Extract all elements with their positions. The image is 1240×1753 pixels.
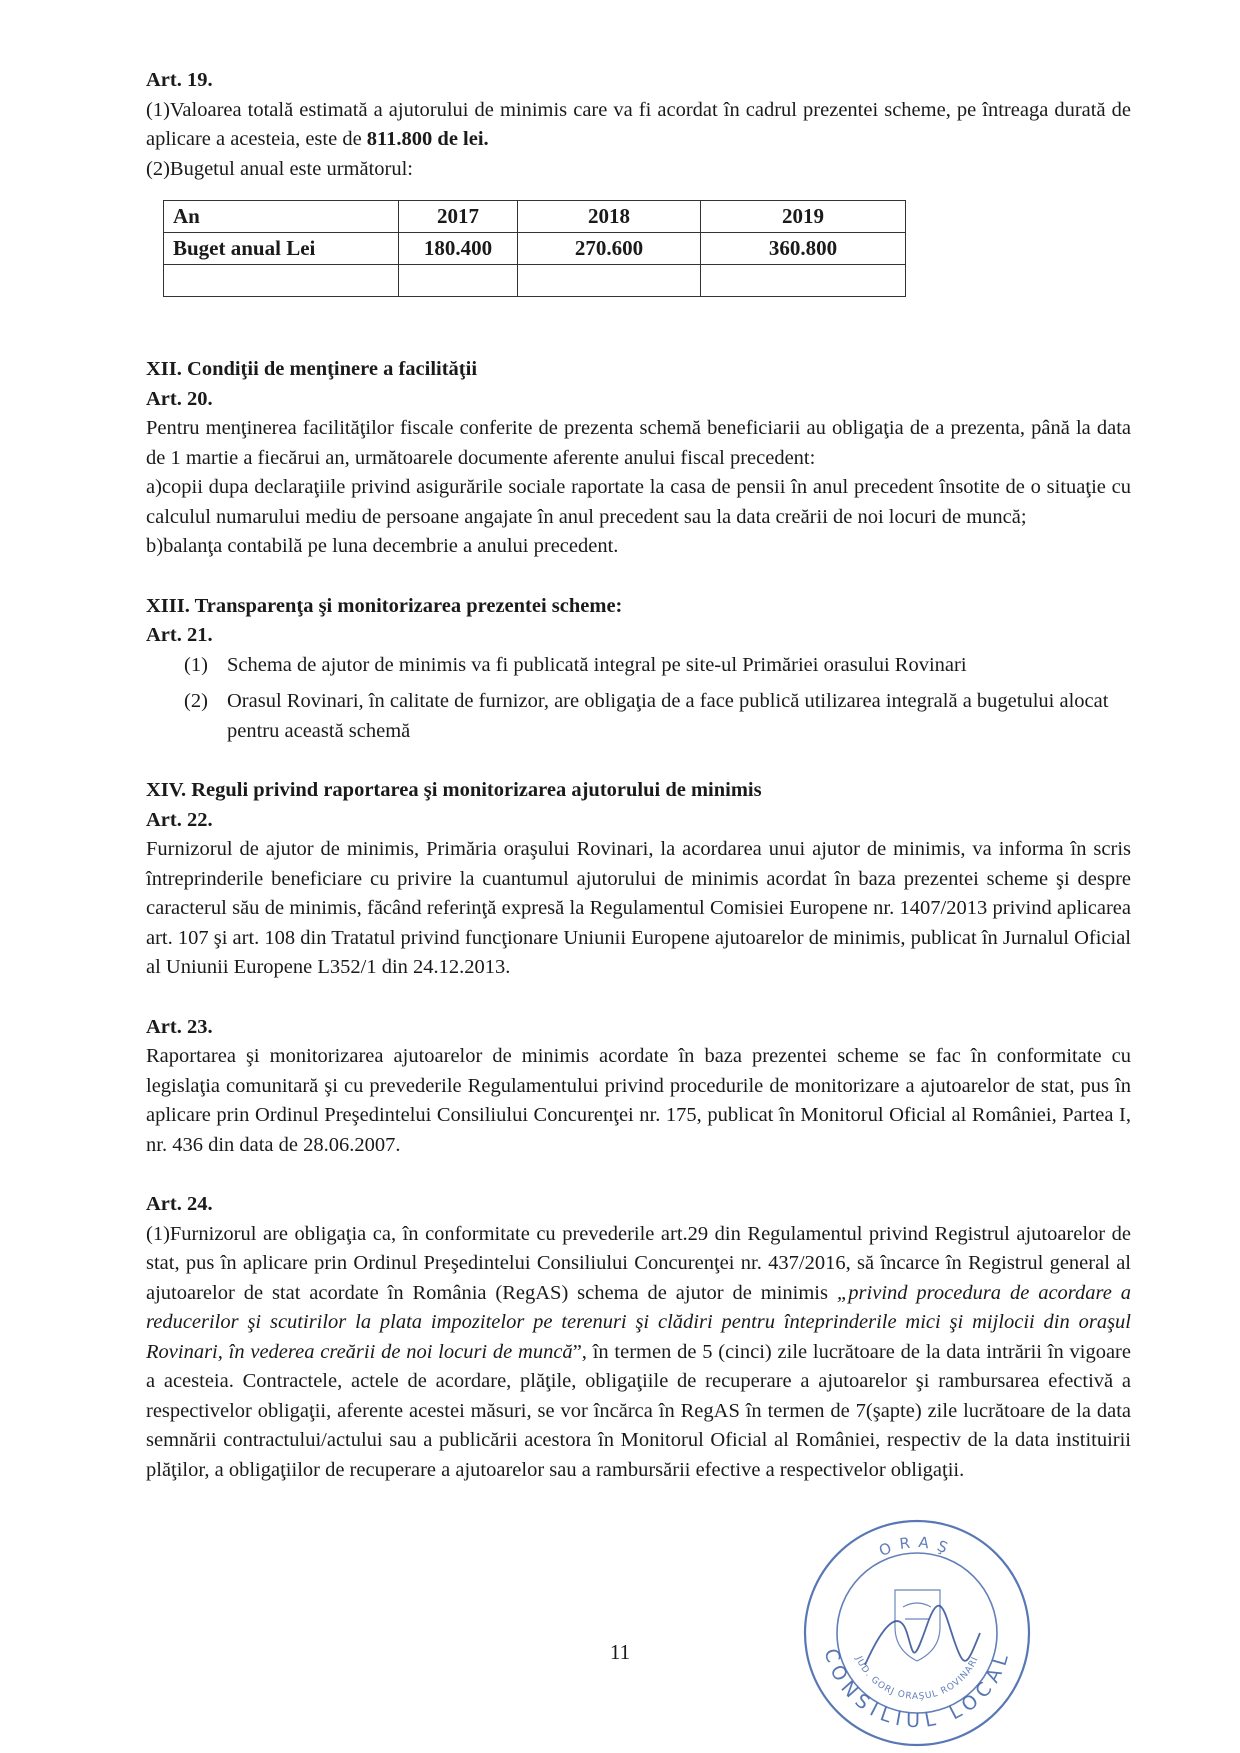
stamp-inner-text: JUD. GORJ ORAŞUL ROVINARI xyxy=(853,1655,981,1703)
art21-item-1 xyxy=(184,651,1131,681)
art21-item-2 xyxy=(184,687,1131,746)
stamp-top-text: ORAŞ xyxy=(876,1533,958,1561)
art24-text-a: (1)Furnizorul are obligaţia ca, în conformitate cu prevederile art.29 din Regulamentul privind Registrul ajutoarelor de stat, pus în aplicare prin Ordinul Preşedintelui Consiliului Concurenţei nr. 437/2016, să încarce în Registrul general al ajutoarelor de stat acordate în România (RegAS) schema de ajutor de minimis xyxy=(146,1222,1131,1304)
art21-item-1-num: (1) xyxy=(184,653,208,676)
art19-heading: Art. 19. xyxy=(146,69,213,91)
budget-header-2019: 2019 xyxy=(701,201,906,233)
budget-header-an: An xyxy=(164,201,399,233)
budget-value-2017: 180.400 xyxy=(399,233,518,265)
art19-amount: 811.800 de lei. xyxy=(366,128,489,150)
art24-heading: Art. 24. xyxy=(146,1193,213,1215)
council-stamp-seal xyxy=(795,1515,1040,1750)
section-12-heading: XII. Condiţii de menţinere a facilităţii xyxy=(146,358,478,380)
budget-table-header-row xyxy=(164,201,906,233)
art20-item-b: b)balanţa contabilă pe luna decembrie a anului precedent. xyxy=(146,535,619,557)
art24-scheme-title: „privind procedura de acordare a reducerilor şi scutirilor la plata impozitelor pe terenuri şi clădiri pentru înteprinderile mici şi mijlocii din oraşul Rovinari, în vederea creării de noi locuri de muncă xyxy=(146,1281,1131,1363)
budget-header-2018: 2018 xyxy=(518,201,701,233)
svg-text:CONSILIUL LOCAL xyxy=(819,1646,1014,1732)
budget-value-2018: 270.600 xyxy=(518,233,701,265)
art24-text xyxy=(146,1220,1131,1486)
budget-header-2017: 2017 xyxy=(399,201,518,233)
budget-value-2019: 360.800 xyxy=(701,233,906,265)
art21-item-1-text: Schema de ajutor de minimis va fi publicată integral pe site-ul Primăriei orasului Rovinari xyxy=(227,653,967,676)
art24-text-b: ”, în termen de 5 (cinci) zile lucrătoare de la data intrării în vigoare a acesteia. Contractele, actele de acordare, plăţile, obligaţiile de recuperare a ajutoarelor şi rambursarea efectivă a respectivelor obligaţii, aferente acestei măsuri, se vor încărca în RegAS în termen de 7(şapte) zile lucrătoare de la data semnării contractului/actului sau a publicării acestora în Monitorul Oficial al României, respectiv de la data instituirii plăţilor, a obligaţiilor de recuperare a ajutoarelor sau a rambursării efective a respectivelor obligaţii. xyxy=(146,1340,1131,1481)
art22-heading: Art. 22. xyxy=(146,808,213,831)
budget-table-row xyxy=(164,233,906,265)
art20-intro: Pentru menţinerea facilităţilor fiscale conferite de prezenta schemă beneficiarii au obligaţia de a prezenta, până la data de 1 martie a fiecărui an, următoarele documente aferente anului fiscal precedent: xyxy=(146,417,1131,469)
art19-paragraph-1 xyxy=(146,96,1131,155)
budget-table-empty-row xyxy=(164,265,906,297)
document-page xyxy=(146,66,1131,1485)
page-number: 11 xyxy=(609,1640,631,1664)
art20-heading: Art. 20. xyxy=(146,387,213,410)
art19-p1-text: (1)Valoarea totală estimată a ajutorului de minimis care va fi acordat în cadrul prezentei scheme, pe întreaga durată de aplicare a acesteia, este de xyxy=(146,98,1131,150)
art21-item-2-text: Orasul Rovinari, în calitate de furnizor, are obligaţia de a face publică utilizarea integrală a bugetului alocat pentru această schemă xyxy=(227,690,1109,742)
stamp-ring-text: CONSILIUL LOCAL xyxy=(819,1646,1015,1733)
section-13-heading: XIII. Transparenţa şi monitorizarea prezentei scheme: xyxy=(146,594,623,617)
section-14-heading: XIV. Reguli privind raportarea şi monitorizarea ajutorului de minimis xyxy=(146,779,762,801)
art21-item-2-num: (2) xyxy=(184,690,208,712)
art20-item-a: a)copii dupa declaraţiile privind asigurările sociale raportate la casa de pensii în anul precedent însotite de o situaţie cu calculul numarului mediu de persoane angajate în anul precedent sau la data creării de noi locuri de muncă; xyxy=(146,476,1131,528)
art22-text: Furnizorul de ajutor de minimis, Primăria oraşului Rovinari, la acordarea unui ajutor de minimis, va informa în scris întreprinderile beneficiare cu privire la cuantumul ajutorului de minimis acordat în baza prezentei scheme şi despre caracterul său de minimis, făcând referinţă expresă la Regulamentul Comisiei Europene nr. 1407/2013 privind aplicarea art. 107 şi art. 108 din Tratatul privind funcţionare Uniunii Europene ajutoarelor de minimis, publicat în Jurnalul Oficial al Uniunii Europene L352/1 din 24.12.2013. xyxy=(146,838,1131,978)
signature-mark xyxy=(865,1606,980,1665)
svg-text:ORAŞ xyxy=(876,1533,957,1560)
art19-paragraph-2: (2)Bugetul anual este următorul: xyxy=(146,157,413,180)
art23-heading: Art. 23. xyxy=(146,1015,213,1038)
art21-heading: Art. 21. xyxy=(146,624,213,646)
budget-table xyxy=(163,200,906,297)
art23-text: Raportarea şi monitorizarea ajutoarelor de minimis acordate în baza prezentei scheme se fac în conformitate cu legislaţia comunitară şi cu prevederile Regulamentului privind procedurile de monitorizare a ajutoarelor de stat, pus în aplicare prin Ordinul Preşedintelui Consiliului Concurenţei nr. 175, publicat în Monitorul Oficial al României, Partea I, nr. 436 din data de 28.06.2007. xyxy=(146,1045,1131,1156)
budget-row-label: Buget anual Lei xyxy=(164,233,399,265)
